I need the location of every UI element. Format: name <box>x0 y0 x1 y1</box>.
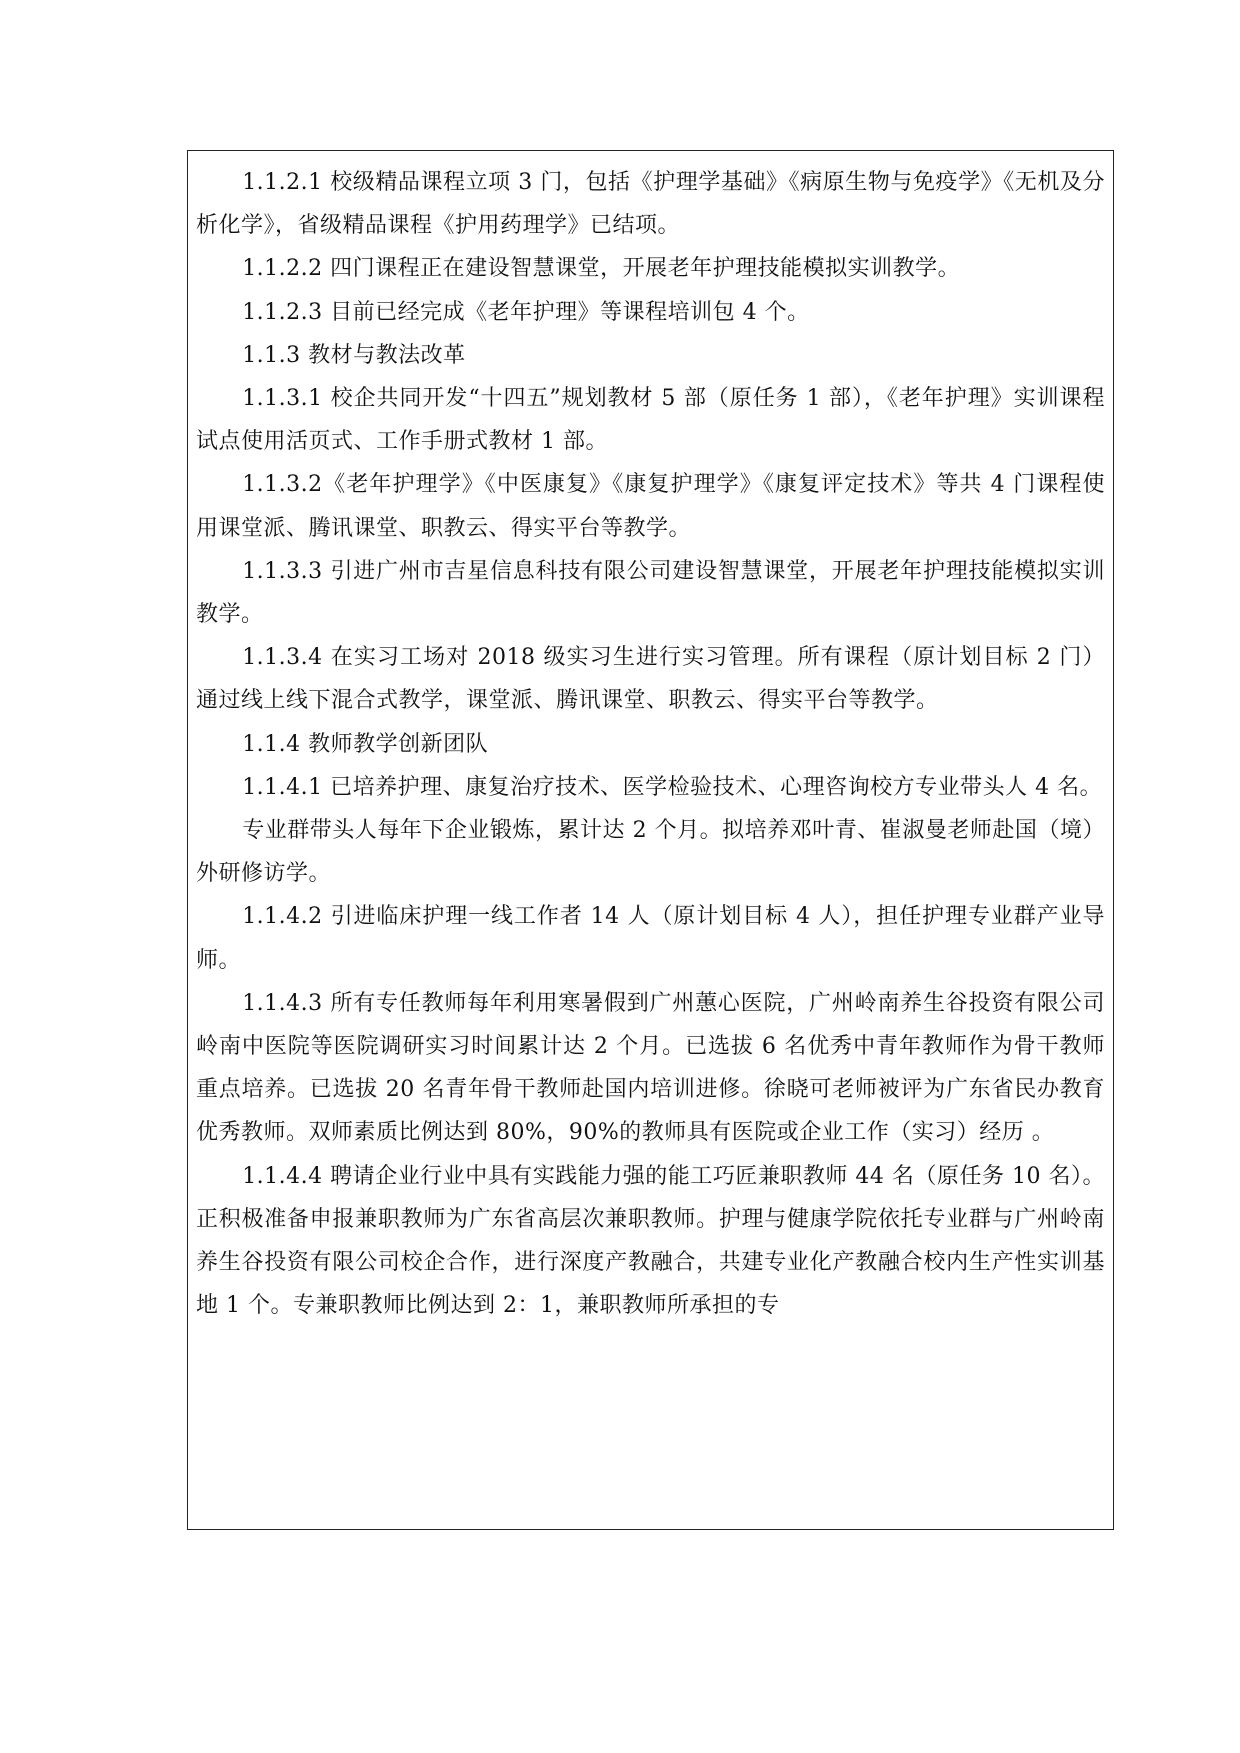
paragraph-1-1-3-4: 1.1.3.4 在实习工场对 2018 级实习生进行实习管理。所有课程（原计划目标 2 门）通过线上线下混合式教学，课堂派、腾讯课堂、职教云、得实平台等教学。 <box>196 645 1105 714</box>
paragraph-1-1-4-1: 1.1.4.1 已培养护理、康复治疗技术、医学检验技术、心理咨询校方专业带头人 4 名。 <box>242 774 1103 800</box>
paragraph-1-1-2-3: 1.1.2.3 目前已经完成《老年护理》等课程培训包 4 个。 <box>242 299 810 325</box>
paragraph-1-1-4-2: 1.1.4.2 引进临床护理一线工作者 14 人（原计划目标 4 人），担任护理专业群产业导师。 <box>196 904 1105 973</box>
paragraph-1-1-4-3: 1.1.4.3 所有专任教师每年利用寒暑假到广州蕙心医院，广州岭南养生谷投资有限公司岭南中医院等医院调研实习时间累计达 2 个月。已选拔 6 名优秀中青年教师作为骨干教师重点培养。已选拔 20 名青年骨干教师赴国内培训进修。徐晓可老师被评为广东省民办教育优秀教师。双师素质比例达到 80%，90%的教师具有医院或企业工作（实习）经历 。 <box>196 990 1105 1146</box>
section-heading-1-1-4: 1.1.4 教师教学创新团队 <box>242 731 489 757</box>
paragraph-group-leader: 专业群带头人每年下企业锻炼，累计达 2 个月。拟培养邓叶青、崔淑曼老师赴国（境）外研修访学。 <box>196 818 1105 887</box>
document-table-cell <box>187 150 1114 1530</box>
paragraph-1-1-3-3: 1.1.3.3 引进广州市吉星信息科技有限公司建设智慧课堂，开展老年护理技能模拟实训教学。 <box>196 558 1105 628</box>
paragraph-1-1-3-2: 1.1.3.2《老年护理学》《中医康复》《康复护理学》《康复评定技术》等共 4 门课程使用课堂派、腾讯课堂、职教云、得实平台等教学。 <box>196 472 1105 541</box>
paragraph-1-1-4-4: 1.1.4.4 聘请企业行业中具有实践能力强的能工巧匠兼职教师 44 名（原任务 10 名）。正积极准备申报兼职教师为广东省高层次兼职教师。护理与健康学院依托专业群与广州岭南养生谷投资有限公司校企合作，进行深度产教融合，共建专业化产教融合校内生产性实训基地 1 个。专兼职教师比例达到 2：1，兼职教师所承担的专 <box>196 1163 1105 1319</box>
document-body <box>196 161 1105 1327</box>
section-heading-1-1-3: 1.1.3 教材与教法改革 <box>242 342 466 368</box>
paragraph-1-1-3-1: 1.1.3.1 校企共同开发“十四五”规划教材 5 部（原任务 1 部），《老年护理》实训课程试点使用活页式、工作手册式教材 1 部。 <box>196 386 1105 455</box>
paragraph-1-1-2-2: 1.1.2.2 四门课程正在建设智慧课堂，开展老年护理技能模拟实训教学。 <box>242 256 961 282</box>
paragraph-1-1-2-1: 1.1.2.1 校级精品课程立项 3 门，包括《护理学基础》《病原生物与免疫学》《无机及分析化学》，省级精品课程《护用药理学》已结项。 <box>196 170 1105 239</box>
